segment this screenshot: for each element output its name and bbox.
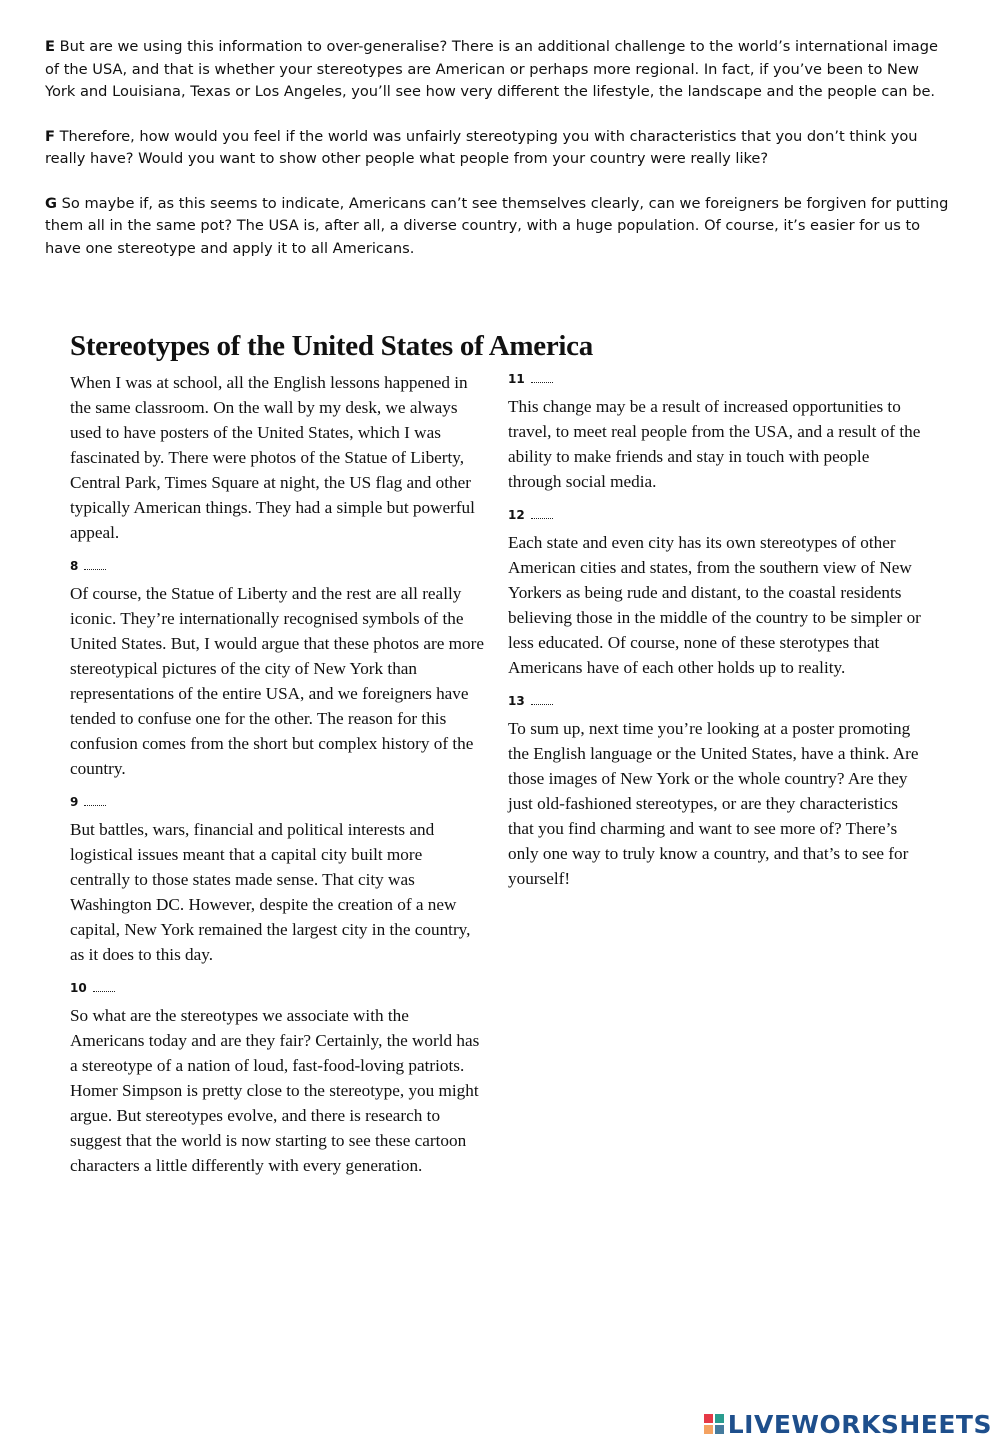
section-paragraph: But battles, wars, financial and political interests and logistical issues meant that a capital city built more centrally to those states made sense. That city was Washington DC. However, despite the creation of a new capital, New York remained the largest city in the country, as it does to this day. (70, 820, 471, 964)
gap-8-answer-field[interactable] (84, 559, 106, 570)
section-paragraph: Of course, the Statue of Liberty and the rest are all really iconic. They’re internationally recognised symbols of the United States. But, I would argue that these photos are more stereotypical pictures of the city of New York than representations of the entire USA, and we foreigners have tended to confuse one for the other. The reason for this confusion comes from the short but complex history of the country. (70, 584, 485, 778)
section-paragraph: To sum up, next time you’re looking at a poster promoting the English language or the United States, have a think. Are those images of New York or the whole country? Are they just old-fashioned stereotypes, or are they characteristics that you find charming and want to see more of? There’s only one way to truly know a country, and that’s to see for yourself! (508, 719, 919, 888)
gap-12 (508, 506, 923, 524)
intro-paragraph: When I was at school, all the English lessons happened in the same classroom. On the wall by my desk, we always used to have posters of the United States, which I was fascinated by. There were photos of the Statue of Liberty, Central Park, Times Square at night, the US flag and other typically American things. They had a simple but powerful appeal. (70, 373, 475, 542)
option-f (45, 126, 950, 171)
option-letter: E (45, 38, 55, 55)
section-paragraph: Each state and even city has its own stereotypes of other American cities and states, from the southern view of New Yorkers as being rude and distant, to the coastal residents believing those in the middle of the country to be simpler or less educated. Of course, none of these sterotypes that Americans have of each other holds up to reality. (508, 533, 921, 677)
option-text: So maybe if, as this seems to indicate, Americans can’t see themselves clearly, can we foreigners be forgiven for putting them all in the same pot? The USA is, after all, a diverse country, with a huge population. Of course, it’s easier for us to have one stereotype and apply it to all Americans. (45, 194, 949, 257)
gap-13 (508, 692, 923, 710)
logo-square (715, 1414, 724, 1423)
gap-9-answer-field[interactable] (84, 795, 106, 806)
gap-12-answer-field[interactable] (531, 508, 553, 519)
gap-10-answer-field[interactable] (93, 981, 115, 992)
gap-11 (508, 370, 923, 388)
section-paragraph: This change may be a result of increased opportunities to travel, to meet real people from the USA, and a result of the ability to make friends and stay in touch with people through social media. (508, 397, 921, 491)
gap-number: 12 (508, 508, 525, 522)
option-letter: G (45, 194, 57, 212)
logo-square (704, 1414, 713, 1423)
gap-11-answer-field[interactable] (531, 372, 553, 383)
option-e (45, 36, 950, 104)
gap-number: 11 (508, 372, 525, 386)
option-text: Therefore, how would you feel if the world was unfairly stereotyping you with characteristics that you don’t think you really have? Would you want to show other people what people from your country were really like? (45, 127, 918, 167)
logo-squares-icon (704, 1414, 724, 1434)
gap-number: 10 (70, 981, 87, 995)
gap-number: 9 (70, 795, 79, 809)
logo-text: LIVEWORKSHEETS (727, 1409, 992, 1439)
option-g (45, 193, 950, 261)
section-paragraph: So what are the stereotypes we associate with the Americans today and are they fair? Certainly, the world has a stereotype of a nation of loud, fast-food-loving patriots. Homer Simpson is pretty close to the stereotype, you might argue. But stereotypes evolve, and there is research to suggest that the world is now starting to see these cartoon characters a little differently with every generation. (70, 1006, 480, 1175)
option-paragraphs (45, 36, 950, 282)
article-column-right (508, 370, 923, 903)
option-letter: F (45, 127, 55, 145)
logo-square (704, 1425, 713, 1434)
gap-10 (70, 979, 485, 997)
gap-13-answer-field[interactable] (531, 694, 553, 705)
article-column-left (70, 370, 485, 1190)
gap-number: 13 (508, 694, 525, 708)
logo-square (715, 1425, 724, 1434)
gap-number: 8 (70, 559, 79, 573)
article-title: Stereotypes of the United States of America (70, 330, 593, 362)
gap-8 (70, 557, 485, 575)
option-text: But are we using this information to over-generalise? There is an additional challenge to the world’s international image of the USA, and that is whether your stereotypes are American or perhaps more regional. In fact, if you’ve been to New York and Louisiana, Texas or Los Angeles, you’ll see how very different the lifestyle, the landscape and the people can be. (45, 38, 938, 100)
gap-9 (70, 793, 485, 811)
liveworksheets-logo (704, 1409, 992, 1439)
